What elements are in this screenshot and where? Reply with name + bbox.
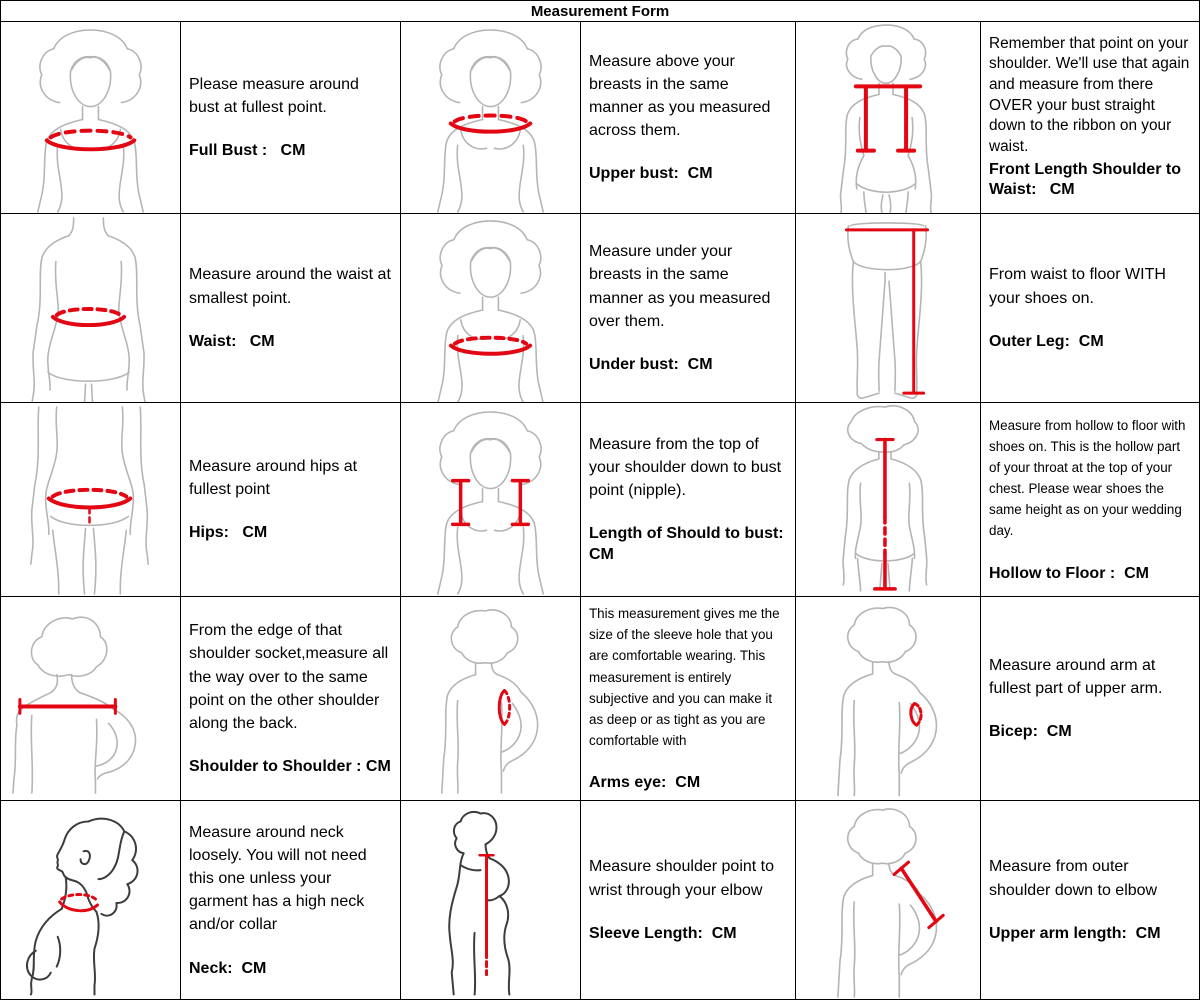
waist-cell [181, 214, 400, 402]
neck-cell [181, 801, 400, 999]
sleeve-length-figure [401, 801, 580, 999]
hips-cell [181, 403, 400, 596]
shoulder-to-shoulder-illustration [1, 597, 180, 800]
front-length-lines [856, 86, 920, 150]
waist-label: Waist: CM [189, 332, 275, 350]
under-bust-figure [401, 214, 580, 402]
hollow-to-floor-label: Hollow to Floor : CM [989, 564, 1149, 582]
waist-description: Measure around the waist at smallest point. [189, 266, 396, 307]
shoulder-to-shoulder-description: From the edge of that shoulder socket,measure all the way over to the same point on the other shoulder along the back. [189, 622, 393, 732]
shoulder-to-bust-cell [581, 403, 795, 596]
bicep-figure [796, 597, 980, 800]
front-length-illustration [796, 22, 980, 213]
sleeve-length-line [480, 855, 494, 974]
waist-figure [1, 214, 180, 402]
hollow-to-floor-figure [796, 403, 980, 596]
full-bust-figure [1, 22, 180, 213]
shoulder-to-shoulder-figure [1, 597, 180, 800]
bicep-description: Measure around arm at fullest part of upper arm. [989, 656, 1163, 698]
under-bust-description: Measure under your breasts in the same manner as you measured over them. [589, 243, 775, 330]
bicep-loop [911, 704, 921, 725]
neck-figure [1, 801, 180, 999]
bust-tape-line [47, 131, 135, 150]
front-length-figure [796, 22, 980, 213]
under-bust-cell [581, 214, 795, 402]
bicep-label: Bicep: CM [989, 723, 1072, 741]
under-bust-tape-line [451, 338, 530, 354]
bicep-illustration [796, 597, 980, 800]
hips-description: Measure around hips at fullest point [189, 457, 362, 499]
hollow-to-floor-cell [981, 403, 1199, 596]
upper-bust-figure [401, 22, 580, 213]
neck-illustration [1, 801, 180, 999]
upper-bust-description: Measure above your breasts in the same manner as you measured across them. [589, 52, 775, 140]
outer-leg-illustration [796, 214, 980, 402]
upper-arm-length-description: Measure from outer shoulder down to elbow [989, 858, 1158, 899]
sleeve-length-description: Measure shoulder point to wrist through your elbow [589, 858, 779, 899]
outer-leg-label: Outer Leg: CM [989, 332, 1104, 350]
hips-figure [1, 403, 180, 596]
shoulder-to-bust-illustration [401, 403, 580, 596]
front-length-cell [981, 22, 1199, 213]
upper-arm-length-cell [981, 801, 1199, 999]
upper-bust-cell [581, 22, 795, 213]
arms-eye-description: This measurement gives me the size of the sleeve hole that you are comfortable wearing. This measurement is entirely subjective and you can make it as deep or as tight as you are comfortable with [589, 606, 784, 749]
under-bust-label: Under bust: CM [589, 355, 713, 373]
full-bust-illustration [1, 22, 180, 213]
outer-leg-description: From waist to floor WITH your shoes on. [989, 266, 1171, 307]
full-bust-description: Please measure around bust at fullest point. [189, 75, 364, 117]
hollow-to-floor-illustration [796, 403, 980, 596]
shoulder-to-shoulder-cell [181, 597, 400, 800]
outer-leg-figure [796, 214, 980, 402]
under-bust-illustration [401, 214, 580, 402]
waist-illustration [1, 214, 180, 402]
waist-tape-line [53, 309, 124, 325]
upper-arm-length-figure [796, 801, 980, 999]
full-bust-cell [181, 22, 400, 213]
upper-arm-length-label: Upper arm length: CM [989, 924, 1161, 942]
upper-bust-illustration [401, 22, 580, 213]
neck-label: Neck: CM [189, 959, 267, 977]
sleeve-length-illustration [401, 801, 580, 999]
hollow-to-floor-line [875, 440, 895, 589]
full-bust-label: Full Bust : CM [189, 142, 306, 160]
neck-tape-line [60, 895, 98, 911]
upper-bust-tape-line [451, 116, 531, 132]
outer-leg-cell [981, 214, 1199, 402]
arms-eye-label: Arms eye: CM [589, 774, 701, 792]
sleeve-length-cell [581, 801, 795, 999]
arms-eye-cell [581, 597, 795, 800]
upper-bust-label: Upper bust: CM [589, 165, 713, 183]
arms-eye-illustration [401, 597, 580, 800]
upper-arm-length-illustration [796, 801, 980, 999]
shoulder-to-bust-label: Length of Should to bust: CM [589, 525, 793, 564]
neck-description: Measure around neck loosely. You will not need this one unless your garment has a high neck and/or collar [189, 823, 372, 934]
arms-eye-figure [401, 597, 580, 800]
bicep-cell [981, 597, 1199, 800]
front-length-description: Remember that point on your shoulder. We'll use that again and measure from there OVER your bust straight down to the ribbon on your waist. [989, 34, 1194, 155]
shoulder-to-bust-figure [401, 403, 580, 596]
hips-illustration [1, 403, 180, 596]
hips-label: Hips: CM [189, 524, 268, 542]
outer-leg-line [846, 230, 927, 393]
shoulder-to-shoulder-label: Shoulder to Shoulder : CM [189, 758, 391, 776]
front-length-label: Front Length Shoulder to Waist: CM [989, 160, 1186, 199]
form-title: Measurement Form [1, 1, 1199, 21]
shoulder-to-bust-description: Measure from the top of your shoulder down to bust point (nipple). [589, 435, 786, 500]
arms-eye-loop [499, 691, 509, 725]
hollow-to-floor-description: Measure from hollow to floor with shoes on. This is the hollow part of your throat at the top of your chest. Please wear shoes the same height as on your wedding day. [989, 417, 1190, 539]
sleeve-length-label: Sleeve Length: CM [589, 924, 737, 942]
